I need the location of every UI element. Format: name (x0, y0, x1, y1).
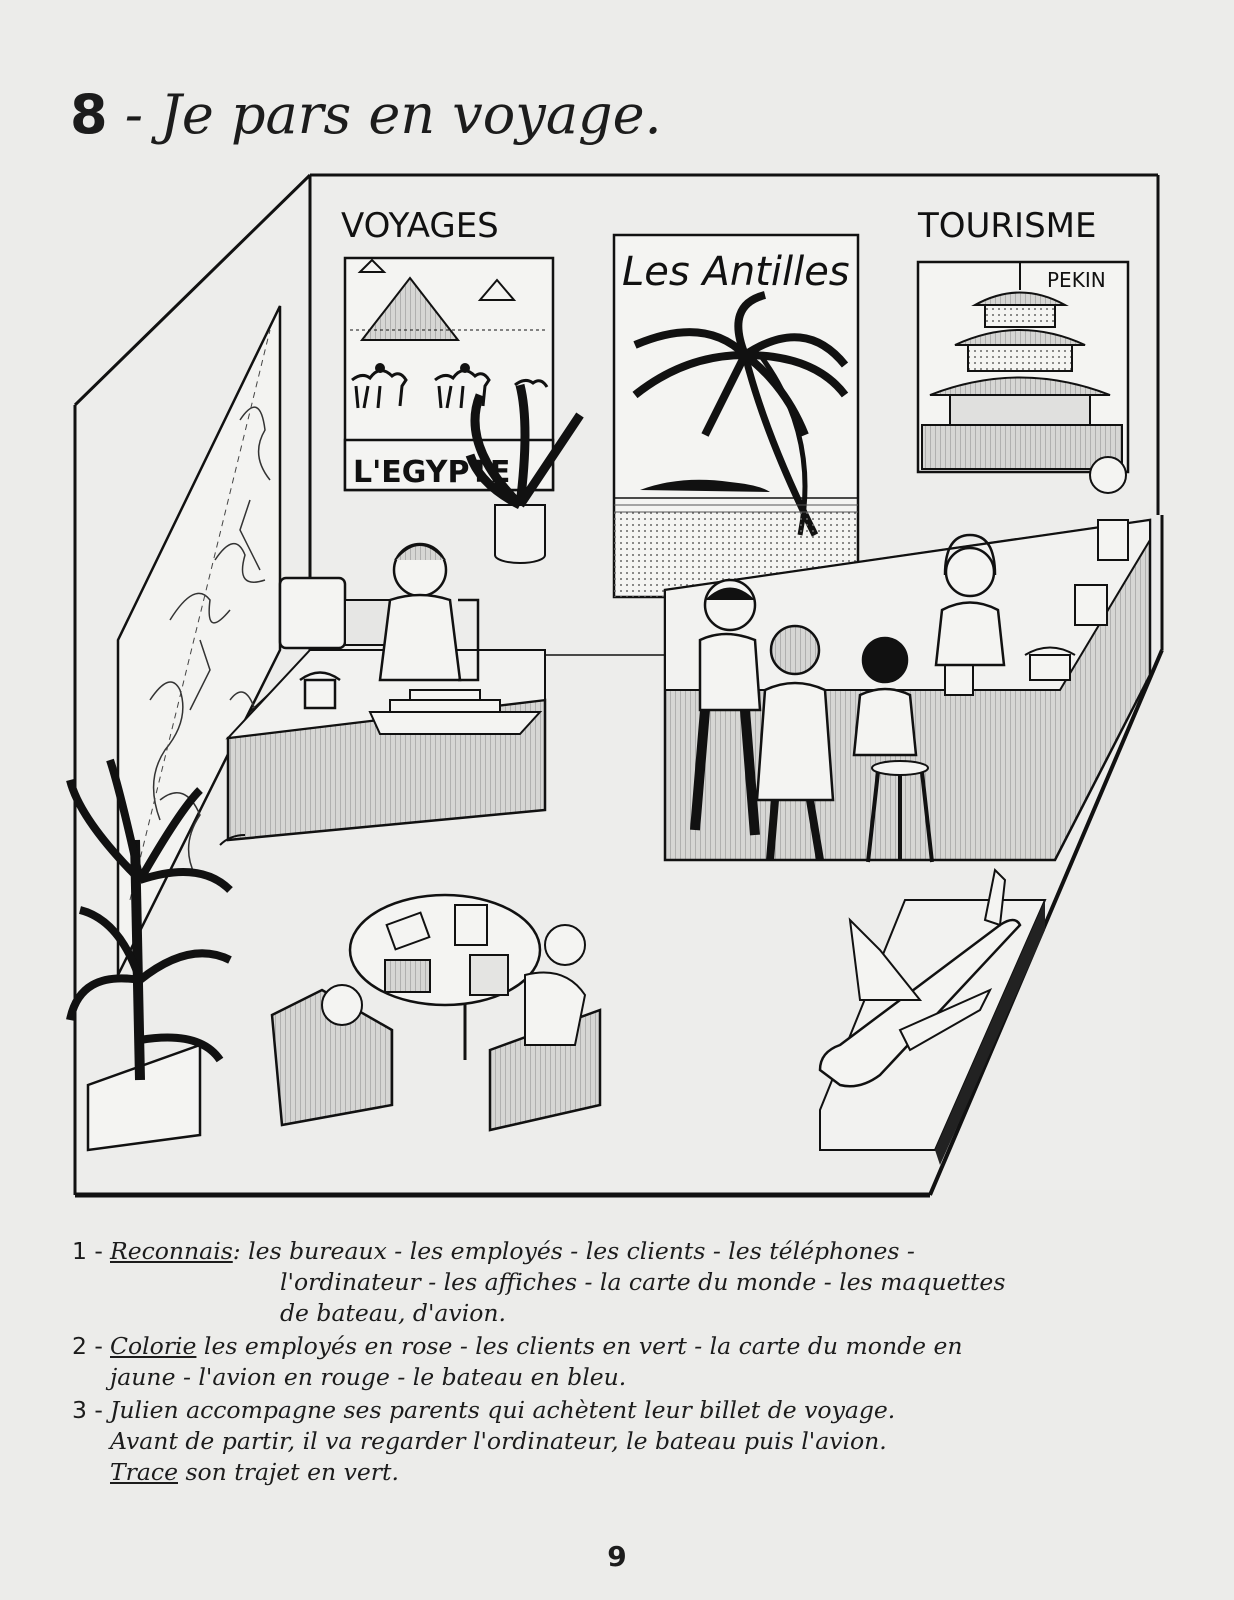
title-separator: - (124, 83, 143, 146)
exercise-list (72, 1236, 1162, 1490)
exercise-verb: Trace (110, 1458, 178, 1486)
exercise-number: 3 - (72, 1396, 103, 1424)
exercise-text: les employés en rose - les clients en vert - la carte du monde en (196, 1332, 963, 1360)
exercise-text: jaune - l'avion en rouge - le bateau en bleu. (110, 1363, 627, 1391)
exercise-number: 2 - (72, 1332, 103, 1360)
title-number: 8 (70, 83, 108, 146)
poster-pekin (917, 206, 1128, 472)
exercise-verb: Reconnais (110, 1237, 233, 1265)
counter-telephone-icon (1025, 648, 1075, 681)
exercise-text: Julien accompagne ses parents qui achètent leur billet de voyage. (110, 1396, 896, 1424)
poster-right-caption: PEKIN (1047, 268, 1106, 292)
exercise-2 (72, 1331, 1162, 1393)
exercise-text: de bateau, d'avion. (280, 1299, 506, 1327)
exercise-number: 1 - (72, 1237, 103, 1265)
exercise-text: l'ordinateur - les affiches - la carte du monde - les maquettes (280, 1268, 1006, 1296)
computer-icon (280, 578, 345, 648)
exercise-text: : les bureaux - les employés - les clients - les téléphones - (232, 1237, 915, 1265)
exercise-text: Avant de partir, il va regarder l'ordinateur, le bateau puis l'avion. (110, 1427, 887, 1455)
telephone-icon (300, 673, 340, 709)
exercise-verb: Colorie (110, 1332, 197, 1360)
poster-middle-header: Les Antilles (622, 249, 850, 295)
poster-left-header: VOYAGES (341, 206, 499, 246)
title-text: Je pars en voyage. (160, 83, 662, 146)
exercise-1 (72, 1236, 1162, 1329)
exercise-3 (72, 1395, 1162, 1488)
poster-right-header: TOURISME (918, 206, 1097, 246)
poster-antilles (614, 235, 858, 597)
exercise-text: son trajet en vert. (178, 1458, 399, 1486)
poster-left-caption: L'EGYPTE (353, 455, 511, 490)
page-number: 9 (607, 1540, 627, 1573)
